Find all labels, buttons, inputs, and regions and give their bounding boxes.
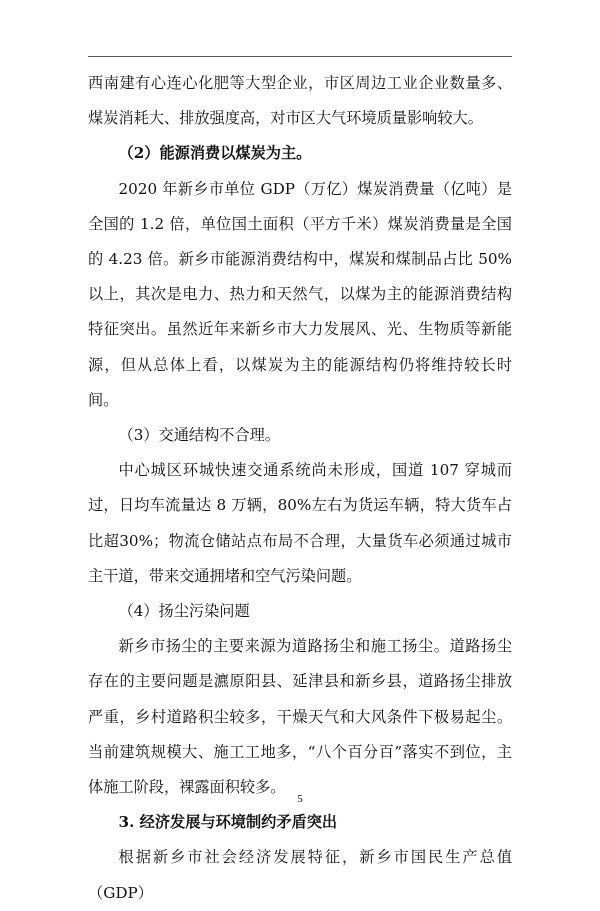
section-heading-economy: 3. 经济发展与环境制约矛盾突出 <box>118 813 338 832</box>
section-heading-energy: （2）能源消费以煤炭为主。 <box>118 144 312 163</box>
section-heading-traffic: （3）交通结构不合理。 <box>118 426 281 445</box>
paragraph-energy: 2020 年新乡市单位 GDP（万亿）煤炭消费量（亿吨）是全国的 1.2 倍，单位国土面积（平方千米）煤炭消费量是全国的 4.23 倍。新乡市能源消费结构中，煤炭和煤制品占比 50%以上，其次是电力、热力和天然气，以煤为主的能源消费结构特征突出。虽然近年来新乡市大力发展风、光、生物质等新能源，但从总体上看，以煤炭为主的能源结构仍将维持较长时间。 <box>88 179 512 409</box>
document-body <box>88 66 512 911</box>
paragraph-continued: 西南建有心连心化肥等大型企业，市区周边工业企业数量多、煤炭消耗大、排放强度高，对市区大气环境质量影响较大。 <box>88 74 512 128</box>
paragraph-dust: 新乡市扬尘的主要来源为道路扬尘和施工扬尘。道路扬尘存在的主要问题是瀌原阳县、延津县和新乡县，道路扬尘排放严重，乡村道路积尘较多，干燥天气和大风条件下极易起尘。当前建筑规模大、施工工地多，“八个百分百”落实不到位，主体施工阶段，裸露面积较多。 <box>88 637 512 797</box>
header-rule <box>88 56 512 57</box>
page-number: 5 <box>297 793 303 805</box>
section-heading-dust: （4）扬尘污染问题 <box>118 602 250 621</box>
paragraph-economy: 根据新乡市社会经济发展特征，新乡市国民生产总值（GDP） <box>88 848 512 902</box>
paragraph-traffic: 中心城区环城快速交通系统尚未形成，国道 107 穿城而过，日均车流量达 8 万辆，80%左右为货运车辆，特大货车占比超30%；物流仓储站点布局不合理，大量货车必须通过城市主干道，带来交通拥堵和空气污染问题。 <box>88 461 512 585</box>
